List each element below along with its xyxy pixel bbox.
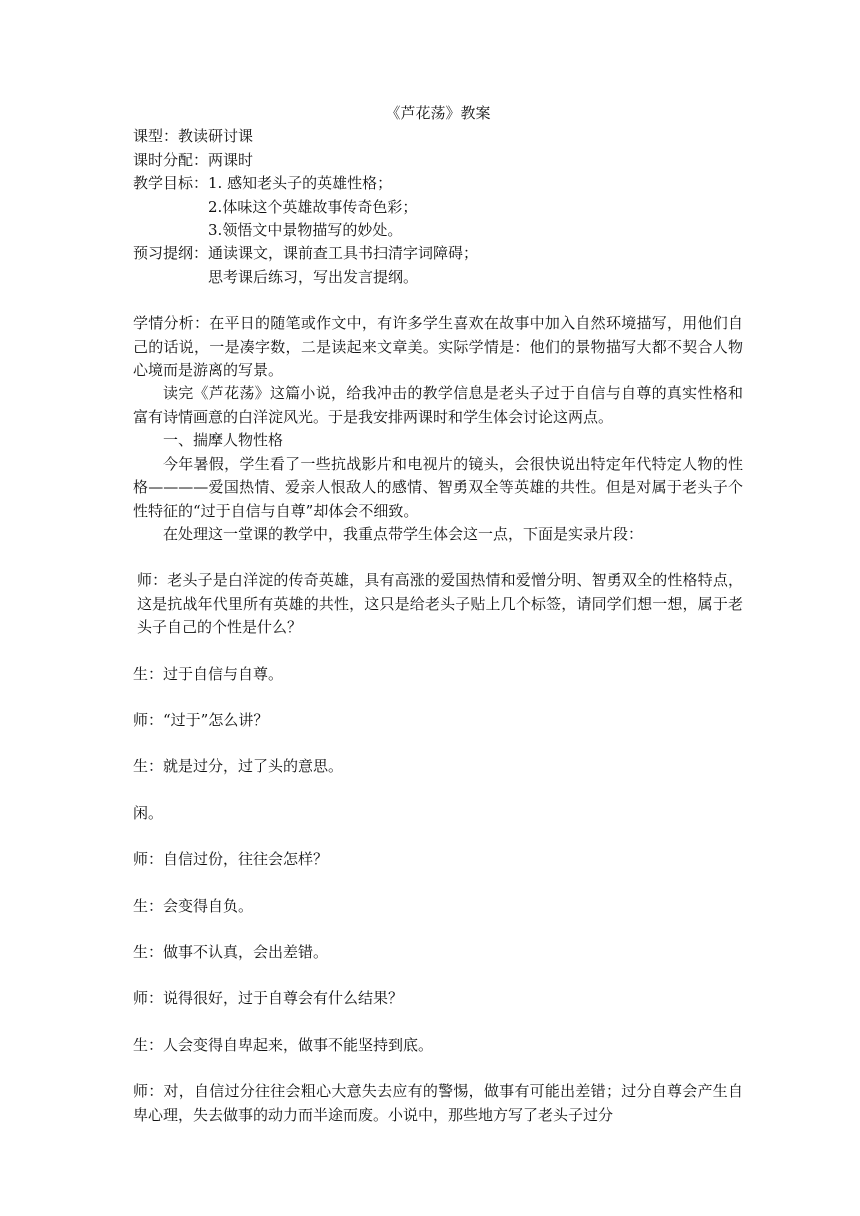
meta-label: 教学目标：	[133, 174, 209, 193]
dialogue-line: 生：人会变得自卑起来，做事不能坚持到底。	[133, 1035, 434, 1054]
meta-label: 预习提纲：	[133, 244, 209, 263]
body-paragraph: 在处理这一堂课的教学中，我重点带学生体会这一点，下面是实录片段：	[163, 524, 644, 543]
document-title: 《芦花荡》教案	[385, 104, 491, 122]
dialogue-line: 师：说得很好，过于自尊会有什么结果？	[133, 989, 404, 1008]
lesson-meta	[133, 125, 743, 289]
body-paragraph: 读完《芦花荡》这篇小说，给我冲击的教学信息是老头子过于自信与自尊的真实性格和富有诗情画意的白洋淀风光。于是我安排两课时和学生体会讨论这两点。	[133, 384, 743, 426]
dialogue-line: 生：就是过分，过了头的意思。	[133, 757, 344, 776]
meta-value: 教读研讨课	[178, 127, 254, 146]
objective-item: 2.体味这个英雄故事传奇色彩；	[208, 197, 418, 216]
objective-item: 1. 感知老头子的英雄性格；	[208, 174, 393, 193]
meta-row-preview	[133, 242, 743, 289]
objective-item: 3.领悟文中景物描写的妙处。	[208, 221, 403, 240]
meta-label: 课型：	[133, 127, 179, 146]
dialogue-line: 师：老头子是白洋淀的传奇英雄，具有高涨的爱国热情和爱憎分明、智勇双全的性格特点，这是抗战年代里所有英雄的共性，这只是给老头子贴上几个标签，请同学们想一想，属于老头子自己的个性是什么？	[137, 571, 743, 637]
preview-item: 思考课后练习，写出发言提纲。	[208, 267, 419, 286]
meta-row-objectives	[133, 172, 743, 242]
dialogue-line: 师：“过于”怎么讲？	[133, 710, 269, 729]
dialogue-line: 闲。	[133, 803, 164, 822]
dialogue-line: 师：对，自信过分往往会粗心大意失去应有的警惕，做事有可能出差错；过分自尊会产生自卑心理，失去做事的动力而半途而废。小说中，那些地方写了老头子过分	[133, 1082, 743, 1124]
dialogue-line: 生：做事不认真，会出差错。	[133, 942, 329, 961]
classroom-dialogue	[133, 569, 743, 1127]
meta-label: 课时分配：	[133, 150, 209, 169]
spacer	[133, 546, 743, 569]
meta-row-lesson-type	[133, 125, 743, 148]
spacer	[133, 289, 743, 312]
meta-row-periods	[133, 149, 743, 172]
meta-value: 两课时	[208, 150, 254, 169]
dialogue-line: 生：会变得自负。	[133, 896, 254, 915]
dialogue-line: 师：自信过份，往往会怎样？	[133, 850, 329, 869]
body-paragraph: 今年暑假，学生看了一些抗战影片和电视片的镜头，会很快说出特定年代特定人物的性格————爱国热情、爱亲人恨敌人的感情、智勇双全等英雄的共性。但是对属于老头子个性特征的“过于自信与自尊”却体会不细致。	[133, 454, 743, 520]
document-page	[133, 102, 743, 1127]
learning-analysis: 学情分析：在平日的随笔或作文中，有许多学生喜欢在故事中加入自然环境描写，用他们自己的话说，一是凑字数，二是读起来文章美。实际学情是：他们的景物描写大都不契合人物心境而是游离的写景。	[133, 314, 743, 380]
dialogue-line: 生：过于自信与自尊。	[133, 664, 284, 683]
preview-item: 通读课文，课前查工具书扫清字词障碍；	[208, 244, 479, 263]
section-heading: 一、揣摩人物性格	[163, 431, 284, 450]
